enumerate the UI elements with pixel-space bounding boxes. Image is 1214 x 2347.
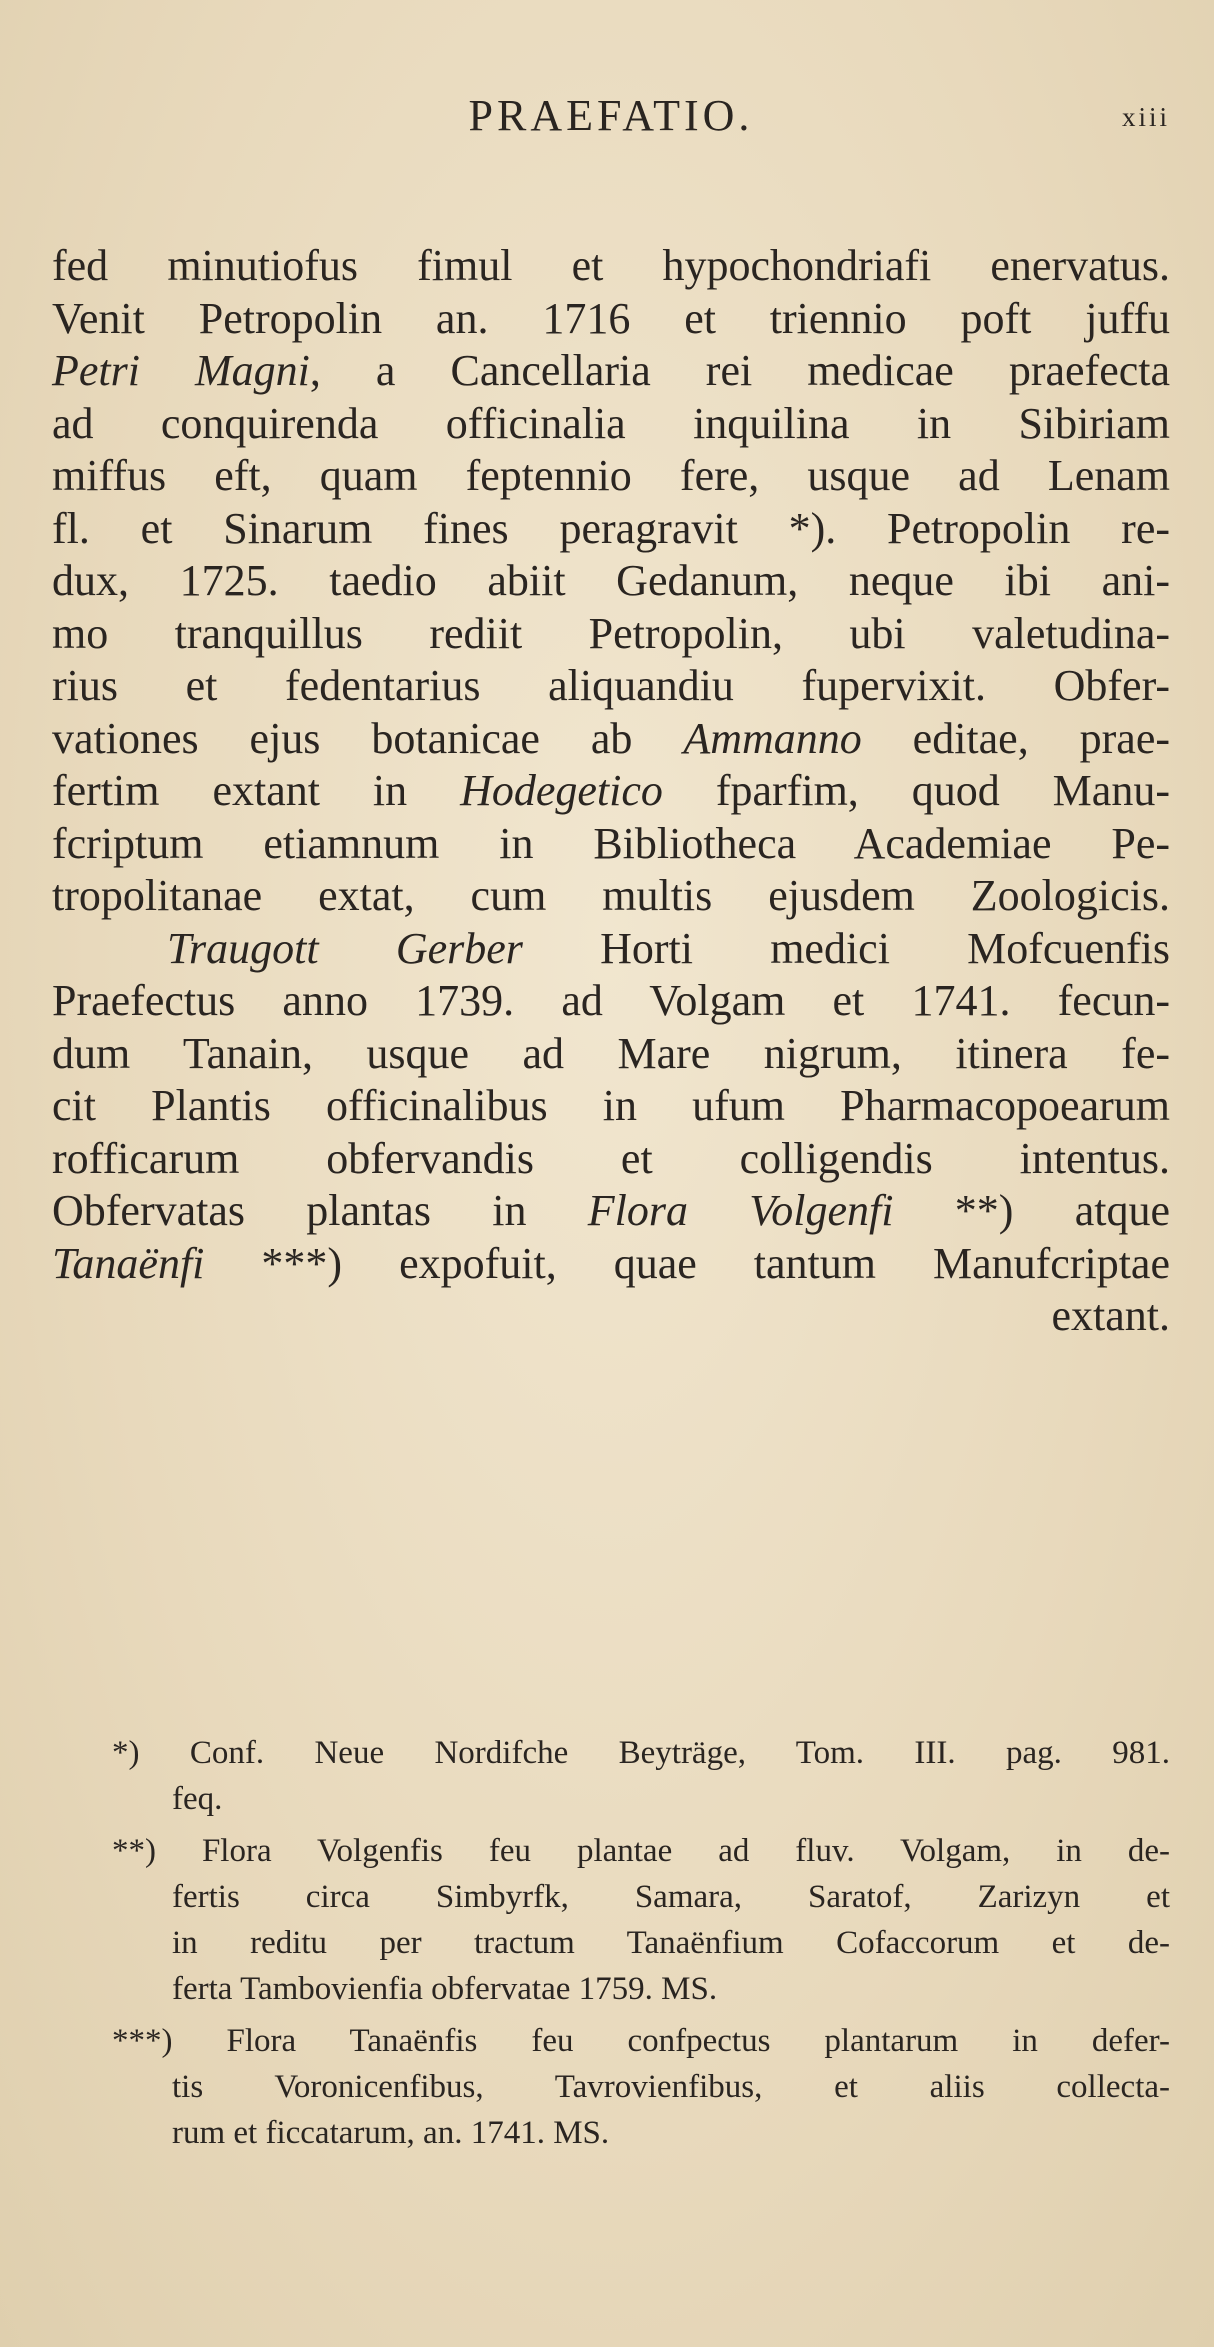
footnote-line: feq. [172,1781,223,1817]
text-line: Tanaënfi ***) expofuit, quae tantum Manufcriptae [52,1238,1170,1288]
footnote [112,1828,1170,2012]
text-line: fertim extant in Hodegetico fparfim, quod Manu- [52,766,1170,815]
footnote [112,2018,1170,2156]
footnote-line: fertis circa Simbyrfk, Samara, Saratof, Zarizyn et [172,1879,1170,1915]
footnote-line: ferta Tambovienfia obfervatae 1759. MS. [172,1971,718,2007]
italic-term: Petri Magni [52,346,310,395]
footnote-line: **) Flora Volgenfis feu plantae ad fluv. Volgam, in de- [112,1833,1170,1869]
main-text [52,240,1170,1343]
text-line: fed minutiofus fimul et hypochondriafi enervatus. [52,241,1170,290]
footnotes [112,1730,1170,2156]
text-line: fcriptum etiamnum in Bibliotheca Academiae Pe- [52,818,1170,868]
text-line: tropolitanae extat, cum multis ejusdem Zoologicis. [52,871,1170,920]
running-title: PRAEFATIO. [468,91,754,140]
page [52,90,1171,2151]
footnote [112,1730,1170,1822]
text-line: Obfervatas plantas in Flora Volgenfi **) atque [52,1186,1171,1235]
text-line: rius et fedentarius aliquandiu fupervixit. Obfer- [52,661,1170,710]
running-header [52,90,1170,150]
text-line: dum Tanain, usque ad Mare nigrum, itinera fe- [52,1028,1170,1078]
text-line: rofficarum obfervandis et colligendis intentus. [52,1133,1170,1183]
italic-term: Flora Volgenfi [587,1186,894,1235]
text-line: miffus eft, quam feptennio fere, usque ad Lenam [52,451,1170,500]
footnote-line: ***) Flora Tanaënfis feu confpectus plantarum in defer- [112,2023,1170,2059]
text-line: extant. [1051,1291,1170,1340]
footnote-line: *) Conf. Neue Nordifche Beyträge, Tom. III. pag. 981. [112,1735,1170,1771]
italic-term: Traugott Gerber [167,923,523,973]
text-line: Venit Petropolin an. 1716 et triennio poft juffu [52,293,1170,343]
text-line: Traugott Gerber Horti medici Mofcuenfis [167,923,1170,973]
text-line: cit Plantis officinalibus in ufum Pharmacopoearum [52,1081,1170,1130]
footnote-line: in reditu per tractum Tanaënfium Cofaccorum et de- [172,1925,1170,1961]
text-line: Praefectus anno 1739. ad Volgam et 1741. fecun- [52,976,1170,1025]
text-line: vationes ejus botanicae ab Ammanno editae, prae- [52,713,1170,763]
text-line: ad conquirenda officinalia inquilina in Sibiriam [52,398,1170,448]
italic-term: Tanaënfi [52,1238,205,1288]
footnote-line: tis Voronicenfibus, Tavrovienfibus, et aliis collecta- [172,2069,1170,2105]
italic-term: Hodegetico [460,766,663,815]
page-number: xiii [1121,102,1170,132]
text-line: fl. et Sinarum fines peragravit *). Petropolin re- [52,503,1170,553]
italic-term: Ammanno [683,713,862,763]
text-line: mo tranquillus rediit Petropolin, ubi valetudina- [52,608,1170,658]
text-line: dux, 1725. taedio abiit Gedanum, neque ibi ani- [52,556,1170,605]
text-line: Petri Magni, a Cancellaria rei medicae praefecta [52,346,1171,395]
footnote-line: rum et ficcatarum, an. 1741. MS. [172,2115,610,2151]
